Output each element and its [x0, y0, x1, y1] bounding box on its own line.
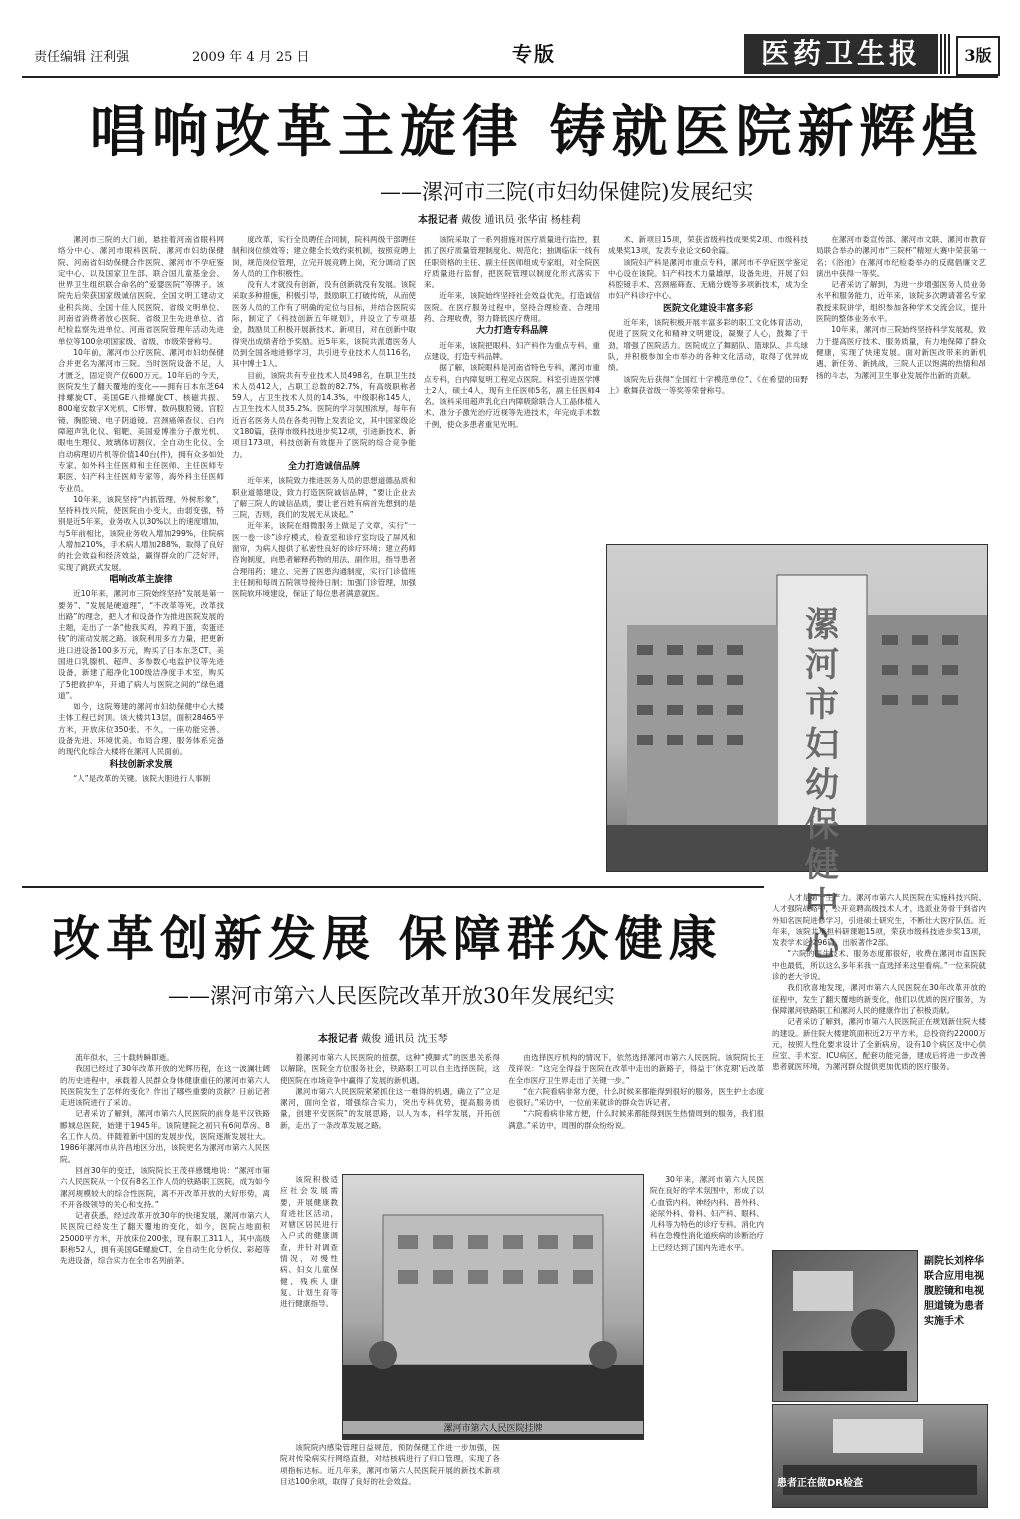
paragraph: 10年前，漯河市公疗医院、漯河市妇幼保健合并更名为漯河市三院。当时医院设备不足，人才匮乏，固定资产仅600万元。10年后的今天，医院发生了翻天覆地的变化——拥有日本东芝64排螺旋CT、美国GE八排螺旋CT、核磁共振、800毫安数字X光机、C形臂、数码腹腔镜、宫腔镜、胸腔镜、电子阴道镜、宫颈癌筛查仪、白内障超声乳化仪、钼靶、美国爱博准分子激光机、眼电生理仪、玻璃体切割仪、全自动生化仪、全自动病理切片机等价值140台(件)，拥有众多如处专家、如外科主任医师和主任医师、主任医师专职医、妇产科主任医师专家等，海外科主任医师专业员。 [58, 347, 224, 493]
paragraph: 记者采访了解到，漯河市第六人民医院的前身是平汉铁路郾城总医院，始建于1945年。该院建院之初只有6间草房、8名工作人员。伴随着新中国的发展步伐，医院逐渐发展壮大。1986年漯河市从许昌地区分出，该院更名为漯河市第六人民医院。 [60, 1109, 270, 1164]
header-rule [22, 76, 998, 78]
paragraph: 术、新项目15项，荣获省级科技成果奖2项、市级科技成果奖13项，发表专业论文60余篇。 [608, 235, 808, 256]
dr-exam-photo-caption: 患者正在做DR检查 [777, 1478, 864, 1489]
article2-column-2-narrow [280, 1174, 338, 1334]
article-divider [22, 886, 764, 888]
logo-bars-decoration [940, 34, 952, 74]
section-title: 专版 [512, 42, 556, 66]
paragraph: 该院采取了一系列措施对医疗质量进行监控，狠抓了医疗质量管理制度化、规范化；抽调临床一线有任职资格的主任、副主任医师组成专家组，对全院医疗质量进行监督，把医院管理以制度化形式落实下来。 [424, 235, 600, 290]
paragraph: 近年来，该院始终坚持社会效益优先，打造诚信医院。在医疗服务过程中，坚持合理检查、合理用药、合理收费，努力降低医疗费用。 [424, 291, 600, 324]
paragraph: 记者采访了解到，为进一步增强医务人员业务水平和服务能力，近年来，该院多次聘请著名专家教授来院讲学，组织参加各种学术交流会议，提升医院的整体业务水平。 [816, 280, 986, 324]
byline-label: 本报记者 [418, 215, 458, 226]
article1-column-5 [816, 234, 986, 534]
paragraph: 流年似水，三十载转瞬即逝。 [75, 1053, 174, 1062]
article2-column-2 [280, 1052, 500, 1170]
subheading: 科技创新求发展 [109, 759, 173, 770]
surgery-photo-illustration [773, 1251, 917, 1401]
dr-exam-photo-illustration [773, 1405, 987, 1507]
paragraph: “在六院看病非常方便，什么时候来都能得到很好的服务，医生护士态度也很好。”采访中，一位前来就诊的群众告诉记者。 [508, 1086, 764, 1108]
article2-column-4 [772, 892, 986, 1242]
paragraph: 10年来，该院坚持“内抓管理、外树形象”，坚持科技兴院，使医院由小变大，由弱变强，特别是近5年来，业务收入以30%以上的速度增加，与5年前相比，该院业务收入增加299%，住院病人增加210%，手术病人增加288%，取得了良好的社会效益和经济效益，赢得群众的广泛好评，实现了跳跃式发展。 [58, 494, 224, 572]
article1-column-1 [58, 234, 224, 874]
paragraph: 该院妇产科是漯河市重点专科，漯河市不孕症医学鉴定中心设在该院。妇产科技术力量雄厚，设备先进，开展了妇科腔镜手术、宫颈癌筛查、无痛分娩等多项新技术，成为全市妇产科诊疗中心。 [608, 257, 808, 301]
paragraph: 10年来，漯河市三院始终坚持科学发展观，致力于提高医疗技术、服务质量，有力地保障了群众健康，实现了快速发展。面对新医改带来的新机遇、新任务、新挑战，三院人正以饱满的热情和昂扬的斗志，为漯河卫生事业发展作出新的贡献。 [816, 325, 986, 380]
ceremony-photo-illustration [343, 1175, 643, 1439]
paragraph: 该院先后获得“全国红十字模范单位”、《在希望的田野上》歌舞获省级一等奖等荣誉称号。 [608, 374, 808, 395]
article1-column-3 [424, 234, 600, 874]
paragraph: 漯河市第六人民医院紧紧抓住这一难得的机遇，确立了“立足漯河，面向全省，增强综合实力，突出专科优势，提高服务质量，创建平安医院”的发展思路，以人为本，科学发展，开拓创新，走出了一条改革发展之路。 [280, 1086, 500, 1130]
byline-label: 本报记者 [318, 1034, 358, 1045]
paragraph: 近年来，该院积极开展丰富多彩的职工文化体育活动，促进了医院文化和精神文明建设，凝聚了人心，鼓舞了干劲，增强了医院活力。医院成立了舞蹈队、篮球队、乒乓球队，并积极参加全市举办的各种文化活动，取得了优异成绩。 [608, 318, 808, 373]
byline-names: 戴俊 通讯员 张华宙 杨桂莉 [461, 215, 581, 226]
paragraph: 记者获悉，经过改革开放30年的快速发展，漯河市第六人民医院已经发生了翻天覆地的变化，如今，医院占地面积25000平方米，开放床位200张，现有职工311人，其中高级职称52人，拥有美国GE螺旋CT、全自动生化分析仪、彩超等先进设备，综合实力在全市名列前茅。 [60, 1211, 270, 1266]
article2-column-1 [60, 1052, 270, 1504]
paragraph: 近年来，该院把眼科、妇产科作为重点专科，重点建设，打造专科品牌。 [424, 340, 600, 361]
article2-column-3-narrow [650, 1174, 764, 1434]
paragraph: 该院积极适应社会发展需要，开展健康教育进社区活动，对辖区居民进行入户式的健康调查，并针对调查情况，对慢性病、妇女儿童保健、残疾人康复、计划生育等进行健康指导。 [280, 1175, 338, 1309]
paragraph: 我们欣喜地发现，漯河市第六人民医院在30年改革开放的征程中，发生了翻天覆地的新变化，他们以优质的医疗服务，为保障漯河铁路职工和漯河人民的健康作出了积极贡献。 [772, 983, 986, 1015]
hospital-ceremony-photo [342, 1174, 644, 1440]
article1-column-2 [232, 234, 416, 874]
paragraph: 目前，该院共有专业技术人员498名，在职卫生技术人员412人，占职工总数的82.7%，有高级职称者59人，占卫生技术人员的14.3%，中级职称145人，占卫生技术人员35.2%。医院的学习氛围浓厚，每年有近百名医务人员在各类刊物上发表论文，其中国家级论文180篇，获得市级科技进步奖12项，引进新技术、新项目173项，科技创新有效提升了医院的综合竞争能力。 [232, 370, 416, 459]
subheading: 医院文化建设丰富多彩 [662, 303, 753, 314]
surgery-photo [772, 1250, 918, 1402]
paragraph: 近10年来，漯河市三院始终坚持“发展是第一要务”、“发展是硬道理”，“不改革等死，改革找出路”的理念，把人才和设备作为推进医院发展的主题，走出了一条“他我买鸡，养鸡下蛋，卖蛋还钱”的滚动发展之路。该院利用多方力量，把更新进口进设备100多万元，购买了日本东芝CT、美国进口乳腺机、超声、多参数心电监护仪等先进设备，新建了超净化100级洁净度手术室，购买了5把救护车，开通了病人与医院之间的“绿色通道”。 [58, 589, 224, 700]
paragraph: 我国已经过了30年改革开放的光辉历程，在这一波澜壮阔的历史进程中，承载着人民群众身体健康重任的漯河市第六人民医院发生了怎样的变化？作出了哪些重要的贡献？日前记者走进该院进行了采访。 [60, 1064, 270, 1108]
byline-names: 戴俊 通讯员 沈玉琴 [361, 1034, 448, 1045]
article2-column-2-bottom [280, 1442, 500, 1504]
paragraph: 漯河市三院的大门前，悬挂着河南省眼科网络分中心、漯河市眼科医院、漯河市妇幼保健院、河南省妇幼保健合作医院、漯河市不孕症鉴定中心、以及国家卫生部、联合国儿童基金会、世界卫生组织联合命名的“爱婴医院”等牌子。该院先后荣获国家级诚信医院、全国文明工建动文业积兵岗、全国十佳人民医院、省级文明单位、河南省消费者放心医院、省级卫生先进单位、省纪检监察先进单位、河南省医院管理年活动先进单位等100余项国家级、省级、市级荣誉称号。 [58, 235, 224, 346]
subheading: 唱响改革主旋律 [109, 574, 173, 585]
editor-credit: 责任编辑 汪利强 [34, 50, 130, 65]
paragraph: “人”是改革的关键。该院大胆进行人事制 [73, 773, 211, 783]
building-sign-text: 漯河市妇幼保健中心 [805, 605, 839, 965]
paragraph: 着漯河市第六人民医院的扭摆，这种“摸脚式”的医患关系得以解除，医院全方位服务社会，铁路职工可以自主选择医院，这使医院在市场竞争中赢得了发展的新机遇。 [280, 1053, 500, 1085]
article2-column-3 [508, 1052, 764, 1170]
page-header [22, 34, 997, 74]
article2-headline: 改革创新发展 保障群众健康 [52, 911, 723, 967]
article2-byline [318, 1030, 448, 1045]
paragraph: 记者采访了解到，漯河市第六人民医院正在规划新住院大楼的建设。新住院大楼建筑面积近2万平方米，总投资约22000万元，按照人性化要求设计了全新病房，设有10个病区及中心供应室、手术室、ICU病区，配套功能完备，建成后将进一步改善患者就医环境，为漯河群众提供更加优质的医疗服务。 [772, 1017, 986, 1072]
subheading: 大力打造专科品牌 [475, 326, 548, 337]
paragraph: 人才是第一生产力。漯河市第六人民医院在实施科技兴院、人才强院战略中，公开竞聘高级技术人才，选派业务骨干到省内外知名医院进修学习，引进硕士研究生，不断壮大医疗队伍。近年来，该院共承担科研课题15项，荣获市级科技进步奖13项，发表学术论文96篇，出版著作2部。 [772, 893, 986, 948]
paragraph: 该院院内感染管理日益规范，预防保健工作进一步加强，医院对传染病实行网络直报，对结核病进行了归口管理，实现了各项指标达标。近几年来，漯河市第六人民医院开展的新技术新项目达100余项，取得了良好的社会效益。 [280, 1443, 500, 1486]
paragraph: 没有人才就没有创新，没有创新就没有发展。该院采取多种措施，积极引导，鼓励职工打破传统，从而使医务人员的工作有了明确的定位与目标，并结合医院实际，制定了《科技创新五年规划》，并设立了专项基金，鼓励员工积极开展新技术、新项目，对在创新中取得突出成绩者给予奖励。近5年来，该院共派遣医务人员到全国各地进修学习，共引进专业技术人员116名，其中博士1人。 [232, 280, 416, 369]
article1-column-4 [608, 234, 808, 534]
paragraph: 在漯河市委宣传部、漯河市文联、漯河市教育局联合举办的漯河市“三院杯”精短大赛中荣获第一名；《浴池》在漯河市纪检委举办的反腐倡廉文艺演出中获得一等奖。 [816, 235, 986, 278]
issue-date: 2009 年 4 月 25 日 [192, 50, 310, 65]
dr-exam-photo [772, 1404, 988, 1508]
paragraph: 30年来，漯河市第六人民医院在良好的学术氛围中，形成了以心血管内科、神经内科、普外科、泌尿外科、骨科、妇产科、眼科、儿科等为特色的诊疗专科。消化内科在急慢性消化道疾病的诊断治疗上已经达到了国内先进水平。 [650, 1175, 764, 1252]
newspaper-logo: 医药卫生报 [744, 34, 938, 74]
surgery-photo-caption: 副院长刘梓华联合应用电视腹腔镜和电视胆道镜为患者实施手术 [924, 1256, 984, 1327]
paragraph: 由选择医疗机构的情况下，依然选择漯河市第六人民医院。该院院长王茂祥说：“这完全得益于医院在改革中走出的新路子，得益于‘休克期’后改革在全市医疗卫生界走出了关键一步。” [508, 1053, 764, 1085]
paragraph: 回首30年的变迁，该院院长王茂祥感慨地说：“漯河市第六人民医院从一个仅有8名工作人员的铁路职工医院，成为如今漯河规模较大的综合性医院，离不开改革开放的大好形势，离不开各级领导的关心和支持。” [60, 1165, 270, 1209]
paragraph: “六院的医生技术、服务态度都很好，收费在漯河市直医院中也最低，所以这么多年来我一直选择来这里看病。”一位来院就诊的老大爷说。 [772, 949, 986, 982]
paragraph: 度改革，实行全员聘任合同制，院科两级干部聘任制和岗位绩效等；建立健全长效约束机制，按照竞聘上岗，规范岗位管理，立完开展竞聘上岗，充分调动了医务人员的工作积极性。 [232, 235, 416, 278]
paragraph: 如今，这院筹建的漯河市妇幼保健中心大楼主体工程已封顶。该大楼共13层，面积28465平方米，开放床位350张。不久，一座功能完善、设备先进、环境优美、布局合理、服务体系完备的现代化综合大楼将在漯河人民面前。 [58, 702, 224, 757]
paragraph: 近年来，该院在细微服务上做足了文章，实行“一医一卷一诊”诊疗模式，检查室和诊疗室均设了屏风和窗帘，为病人提供了私密性良好的诊疗环境；建立药师咨询制度，向患者解释药物的用法、副作用，指导患者合理用药；建立、完善了医患沟通制度，实行门诊值班主任制和每周五院领导接待日制；加强门诊管理，加强医院软环境建设，保证了每位患者满意就医。 [232, 521, 416, 599]
article1-subhead: ——漯河市三院(市妇幼保健院)发展纪实 [380, 180, 754, 204]
article1-headline: 唱响改革主旋律 铸就医院新辉煌 [90, 100, 984, 165]
article1-byline [418, 211, 581, 226]
article2-subhead: ——漯河市第六人民医院改革开放30年发展纪实 [168, 984, 615, 1008]
subheading: 全力打造诚信品牌 [287, 461, 360, 472]
page-number-badge: 3版 [956, 36, 1000, 76]
paragraph: “六院看病非常方便，什么时候来都能得到医生热情周到的服务，我们很满意。”采访中，周围的群众纷纷说。 [508, 1109, 764, 1130]
ceremony-photo-caption: 漯河市第六人民医院挂牌 [343, 1421, 643, 1434]
paragraph: 近年来，该院致力推进医务人员的思想道德品质和职业道德建设，致力打造医院诚信品牌，“要让企业去了解三院人的诚信品质，要让老百姓有病首先想到的是三院，否则，我们的发展无从谈起。” [232, 476, 416, 520]
paragraph: 据了解，该院眼科是河南省特色专科，漯河市重点专科，白内障复明工程定点医院。科室引进医学博士2人，硕士4人，现有主任医师5名，副主任医师4名。该科采用超声乳化白内障吸除联合人工晶体植入术、准分子激光治疗近视等先进技术，年完成手术数千例，使众多患者重见光明。 [424, 363, 600, 429]
